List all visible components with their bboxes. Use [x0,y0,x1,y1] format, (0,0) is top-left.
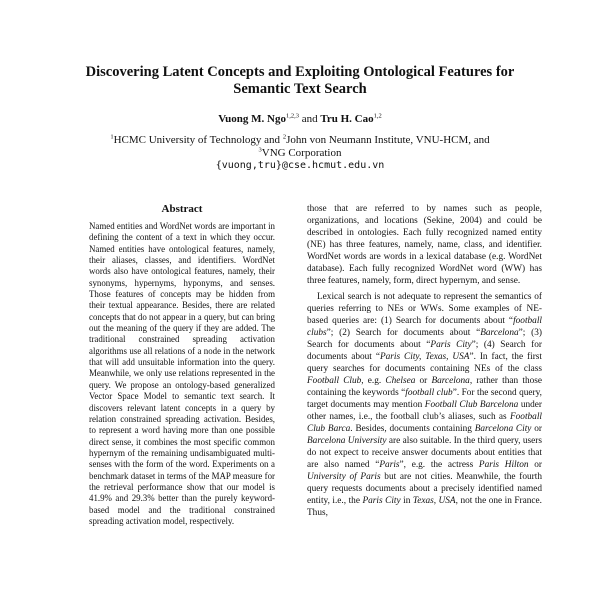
abstract-paragraph: Named entities and WordNet words are important in defining the content of a text in which they occur. Named entities have ontological features, namely, their aliases, classes, and identifiers. WordNet words also have ontological features, namely, their synonyms, hypernyms, hyponyms, and senses. Those features of concepts may be hidden from their textual appearance. Besides, there are related concepts that do not appear in a query, but can bring out the meaning of the query if they are added. The traditional constrained spreading activation algorithms use all relations of a node in the network that will add unsuitable information into the query. Meanwhile, we only use relations represented in the query. We propose an ontology-based generalized Vector Space Model to semantic text search. It discovers relevant latent concepts in a query by relation constrained spreading activation. Besides, to represent a word having more than one possible direct sense, it combines the most specific common hypernym of the remaining undisambiguated multi-senses with the form of the word. Experiments on a benchmark dataset in terms of the MAP measure for the retrieval performance show that our model is 41.9% and 29.3% better than the purely keyword-based model and the traditional constrained spreading activation model, respectively. [89,221,275,526]
author-1: Vuong M. Ngo [218,113,286,125]
affiliation-1: HCMC University of Technology and [113,134,283,146]
abstract-body [89,221,275,527]
intro-paragraph-1: those that are referred to by names such as people, organizations, and locations (Sekine, 2004) and could be described in ontologies. Each fully recognized named entity (NE) has three features, namely, name, class, and identifier. WordNet words are words in a lexical database (e.g. WordNet database). Each fully recognized WordNet word (WW) has three features, namely, form, direct hypernym, and sense. [307,204,542,286]
author-2-affiliation-marks: 1,2 [373,112,382,120]
affiliations [40,134,560,159]
authors [40,112,560,126]
affiliation-3: VNG Corporation [261,146,342,159]
title-line-2: Semantic Text Search [233,81,367,97]
affiliation-mark-1: 1 [110,133,114,141]
affiliation-mark-3: 3 [258,145,262,153]
affiliation-2: John von Neumann Institute, VNU-HCM, and [286,134,490,146]
author-conjunction: and [301,113,318,125]
author-2: Tru H. Cao [320,113,374,125]
author-1-affiliation-marks: 1,2,3 [285,112,299,120]
introduction-column [307,203,542,519]
affiliation-mark-2: 2 [282,133,287,141]
author-email: {vuong,tru}@cse.hcmut.edu.vn [215,160,385,171]
abstract-heading: Abstract [161,203,203,215]
paper-title [40,64,560,98]
title-line-1: Discovering Latent Concepts and Exploiting Ontological Features for [85,64,515,80]
intro-paragraph-2: Lexical search is not adequate to represent the semantics of queries referring to NEs or WWs. Some examples of NE-based queries are: (1) Search for documents about “football clubs”; (2) Search for documents about “Barcelona”; (3) Search for documents about “Paris City”; (4) Search for documents about “Paris City, Texas, USA”. In fact, the first query searches for documents containing NEs of the class Football Club, e.g. Chelsea or Barcelona, rather than those containing the keywords “football club”. For the second query, target documents may mention Football Club Barcelona under other names, i.e., the football club’s aliases, such as Football Club Barca. Besides, documents containing Barcelona City or Barcelona University are also suitable. In the third query, users do not expect to receive answer documents about entities that are also named “Paris”, e.g. the actress Paris Hilton or University of Paris but are not cities. Meanwhile, the fourth query requests documents about a precisely identified named entity, i.e., the Paris City in Texas, USA, not the one in France. Thus, [307,292,543,518]
